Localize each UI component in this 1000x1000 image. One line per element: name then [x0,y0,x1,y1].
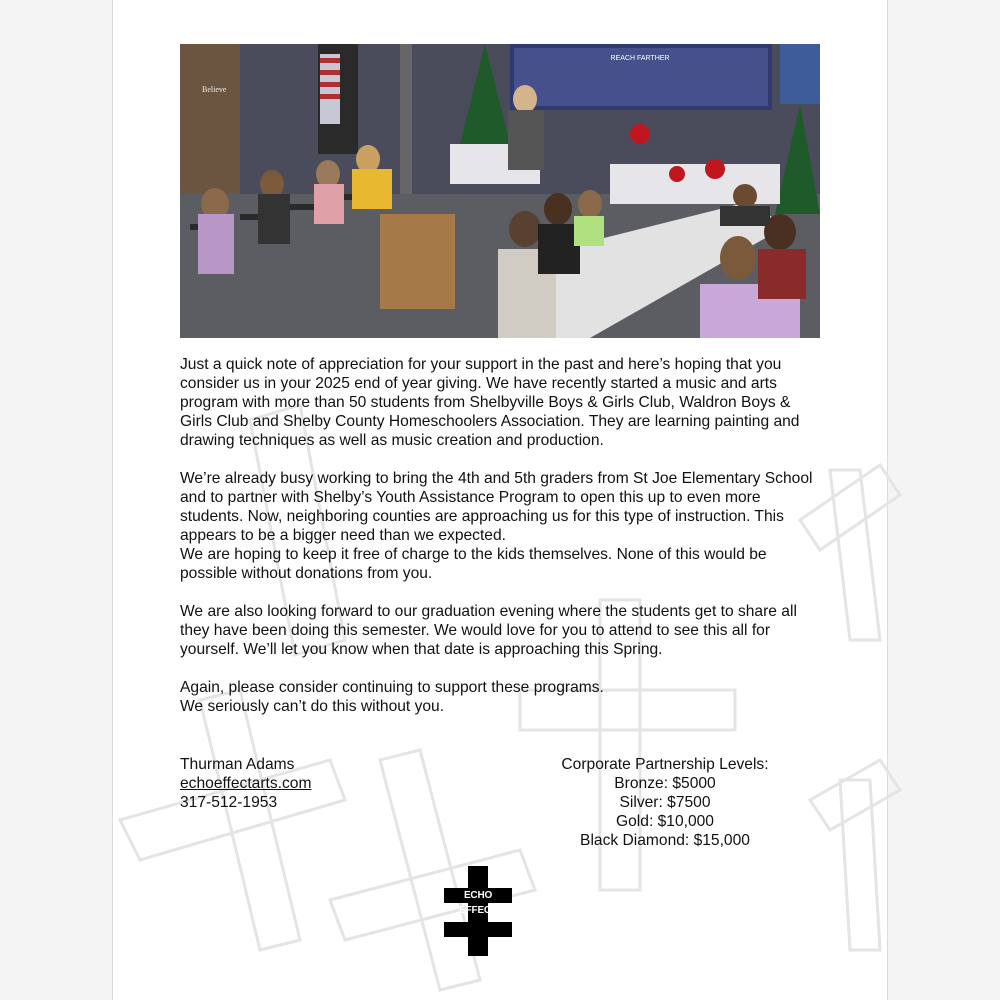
page-left-edge [112,0,113,1000]
level-black-diamond: Black Diamond: $15,000 [580,832,750,849]
logo-lower-band [444,922,512,937]
contact-name: Thurman Adams [180,756,295,773]
contact-phone: 317-512-1953 [180,794,278,811]
sign-text: Believe [202,85,227,94]
echo-effect-logo [444,866,512,956]
paragraph-graduation: We are also looking forward to our graduation evening where the students get to share all they have been doing this semester. We would love for you to attend to see this all for yourself. We’ll let you know when that date is approaching this Spring. [180,603,797,658]
page-right-edge [887,0,888,1000]
level-gold: Gold: $10,000 [616,813,714,830]
partnership-heading: Corporate Partnership Levels: [561,756,769,773]
paragraph-expansion: We’re already busy working to bring the 4th and 5th graders from St Joe Elementary School and to partner with Shelby’s Youth Assistance Program to open this up to even more students. Now, neighboring counties are approaching us for this type of instruction. This appears to be a bigger need than we expected. We are hoping to keep it free of charge to the kids themselves. None of this would be possible without donations from you. [180,470,813,582]
paragraph-closing: Again, please consider continuing to support these programs. We seriously can’t do this without you. [180,679,604,715]
screen-text: REACH FARTHER [610,55,670,62]
partnership-levels [520,755,810,850]
logo-text: ECHO EFFECT [459,890,497,916]
contact-block [180,755,311,812]
website-link[interactable]: echoeffectarts.com [180,775,312,792]
paragraph-appreciation: Just a quick note of appreciation for your support in the past and here’s hoping that you consider us in your 2025 end of year giving. We have recently started a music and arts program with more than 50 students from Shelbyville Boys & Girls Club, Waldron Boys & Girls Club and Shelby County Homeschoolers Association. They are learning painting and drawing techniques as well as music creation and production. [180,356,800,449]
letter-body [180,355,825,735]
level-bronze: Bronze: $5000 [614,775,716,792]
level-silver: Silver: $7500 [619,794,711,811]
classroom-photo [180,44,820,338]
